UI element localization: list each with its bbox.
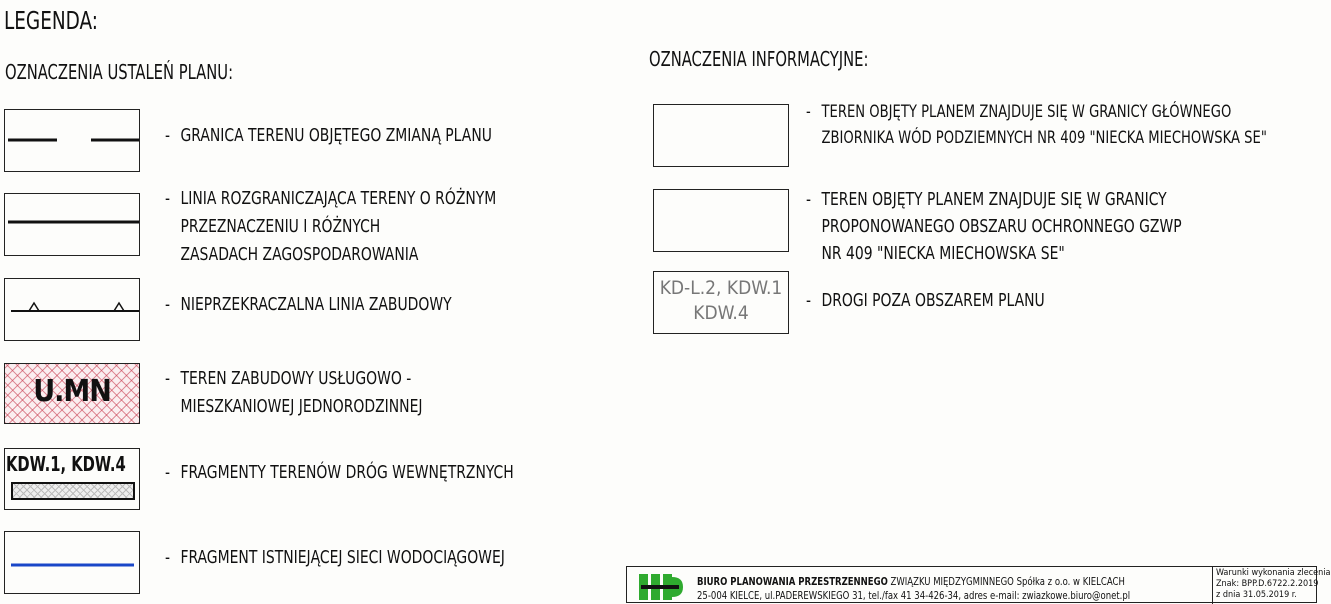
dash-mark: - [165, 188, 171, 209]
dash-mark: - [165, 125, 171, 146]
demarcation-line-symbol [4, 193, 140, 256]
solid-line-icon [5, 194, 139, 255]
company-address: 25-004 KIELCE, ul.PADEREWSKIEGO 31, tel./fax 41 34-426-34, adres e-mail: zwiazkowe.biuro@onet.pl [697, 589, 1131, 602]
dash-mark: - [165, 462, 171, 483]
legend-item-boundary [165, 122, 492, 150]
legend-item-outside-roads [806, 287, 1045, 315]
legend-item-kdw [165, 459, 514, 487]
order-info-line: Warunki wykonania zlecenia [1216, 568, 1331, 578]
legend-item-water [165, 544, 505, 572]
legend-item-text: ZASADACH ZAGOSPODAROWANIA [180, 244, 419, 265]
legend-item-umn [165, 365, 422, 421]
dash-mark: - [165, 294, 171, 315]
legend-item-text: NR 409 "NIECKA MIECHOWSKA SE" [821, 243, 1065, 264]
legend-item-text: MIESZKANIOWEJ JEDNORODZINNEJ [180, 396, 423, 417]
legend-item-text: ZBIORNIKA WÓD PODZIEMNYCH NR 409 "NIECKA MIECHOWSKA SE" [821, 128, 1267, 148]
legend-item-text: LINIA ROZGRANICZAJĄCA TERENY O RÓŻNYM [180, 188, 497, 209]
umn-zone-symbol [4, 363, 140, 424]
outside-roads-symbol [653, 271, 789, 334]
building-line-symbol [4, 278, 140, 341]
roads-label-line: KD-L.2, KDW.1 [659, 277, 783, 299]
umn-symbol-label: U.MN [33, 374, 111, 409]
legend-item-text: TEREN OBJĘTY PLANEM ZNAJDUJE SIĘ W GRANICY GŁÓWNEGO [821, 102, 1232, 122]
dash-mark: - [806, 189, 812, 210]
water-network-symbol [4, 531, 140, 594]
order-info [1212, 567, 1331, 604]
boundary-line-symbol [4, 109, 140, 172]
legend-item-text: GRANICA TERENU OBJĘTEGO ZMIANĄ PLANU [180, 125, 492, 146]
dash-mark: - [806, 102, 811, 122]
plan-provisions-heading: OZNACZENIA USTALEŃ PLANU: [5, 60, 234, 84]
legend-title: LEGENDA: [4, 6, 98, 35]
roads-label-line: KDW.4 [693, 302, 749, 324]
company-name: BIURO PLANOWANIA PRZESTRZENNEGO [697, 575, 888, 588]
water-line-icon [5, 532, 139, 593]
legend-item-text: TEREN ZABUDOWY USŁUGOWO - [180, 368, 412, 389]
company-name-rest: ZWIĄZKU MIĘDZYGMINNEGO Spółka z o.o. w KIELCACH [887, 575, 1125, 588]
legend-item-text: PROPONOWANEGO OBSZARU OCHRONNEGO GZWP [821, 216, 1182, 237]
building-line-icon [5, 279, 139, 340]
legend-item-text: DROGI POZA OBSZAREM PLANU [821, 290, 1045, 311]
legend-item-protection-area [806, 186, 1182, 267]
dash-mark: - [165, 547, 171, 568]
protection-area-symbol [653, 189, 789, 252]
road-hatch-icon [11, 482, 135, 500]
order-info-line: z dnia 31.05.2019 r. [1216, 590, 1297, 600]
dash-mark: - [165, 368, 171, 389]
legend-item-gzwp [806, 99, 1267, 151]
company-info [697, 575, 1130, 603]
title-block [626, 566, 1331, 603]
legend-item-text: FRAGMENT ISTNIEJĄCEJ SIECI WODOCIĄGOWEJ [180, 547, 505, 568]
company-logo-icon [637, 571, 685, 601]
kdw-road-symbol [4, 448, 140, 510]
gzwp-area-symbol [653, 104, 789, 167]
legend-item-text: NIEPRZEKRACZALNA LINIA ZABUDOWY [180, 294, 452, 315]
roads-symbol-label [654, 276, 788, 326]
legend-item-text: FRAGMENTY TERENÓW DRÓG WEWNĘTRZNYCH [180, 462, 514, 483]
legend-item-text: PRZEZNACZENIU I RÓŻNYCH [180, 216, 381, 237]
legend-item-building-line [165, 291, 452, 319]
dash-mark: - [806, 290, 812, 311]
order-info-line: Znak: BPP.D.6722.2.2019 [1216, 579, 1319, 589]
dashed-boundary-icon [5, 110, 139, 171]
informational-heading: OZNACZENIA INFORMACYJNE: [649, 47, 869, 71]
kdw-symbol-label: KDW.1, KDW.4 [6, 452, 126, 476]
legend-item-demarcation [165, 185, 496, 269]
legend-item-text: TEREN OBJĘTY PLANEM ZNAJDUJE SIĘ W GRANICY [821, 189, 1167, 210]
